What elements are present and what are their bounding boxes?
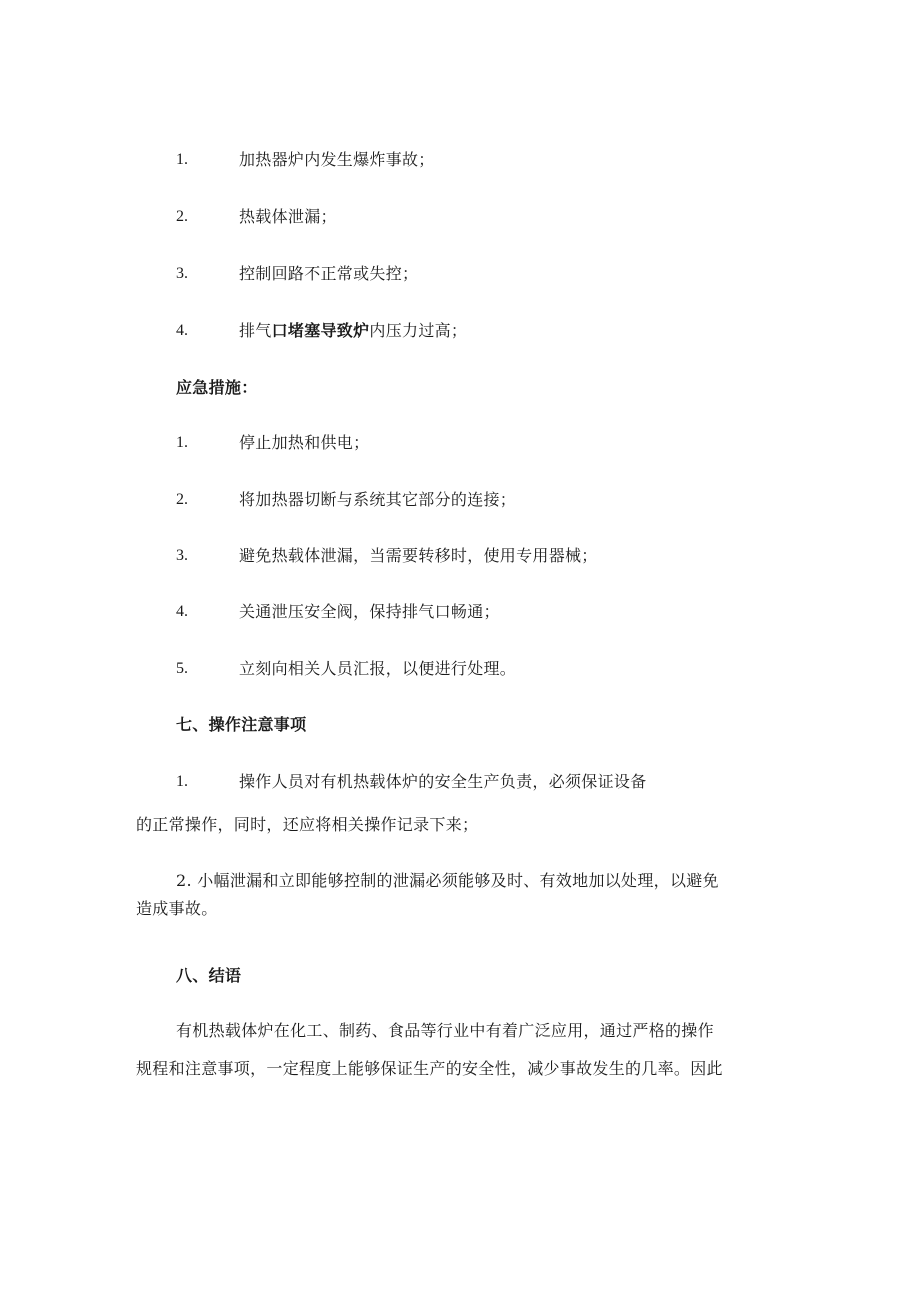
emergency-item-disconnect: 将加热器切断与系统其它部分的连接；: [239, 490, 517, 509]
cause-text-part-a: 排气: [239, 321, 272, 340]
cause-item-control-loop: 控制回路不正常或失控；: [239, 264, 419, 283]
emergency-item-relief-valve: 关通泄压安全阀，保持排气口畅通；: [239, 602, 500, 621]
conclusion-line2: 规程和注意事项，一定程度上能够保证生产的安全性，减少事故发生的几率。因此: [136, 1059, 723, 1078]
list-number: 3.: [176, 547, 188, 564]
cause-item-exhaust-blocked: [239, 321, 467, 341]
list-number: 5.: [176, 660, 188, 677]
section7-item1-line1: 操作人员对有机热载体炉的安全生产负责，必须保证设备: [239, 772, 647, 791]
cause-text-part-b: 口堵塞导致炉: [271, 321, 370, 340]
emergency-heading: 应急措施：: [176, 378, 258, 397]
section7-item2-line1: 2. 小幅泄漏和立即能够控制的泄漏必须能够及时、有效地加以处理，以避免: [176, 871, 719, 890]
cause-item-explosion: 加热器炉内发生爆炸事故；: [239, 150, 435, 169]
cause-item-leak: 热载体泄漏；: [239, 207, 337, 226]
list-number: 1.: [176, 434, 188, 451]
list-number: 4.: [176, 322, 188, 339]
section8-heading: 八、结语: [176, 966, 242, 985]
list-number: 2.: [176, 491, 188, 508]
cause-text-part-c: 内压力过高；: [369, 321, 468, 340]
list-number: 1.: [176, 151, 188, 168]
emergency-item-report: 立刻向相关人员汇报，以便进行处理。: [239, 659, 517, 678]
list-number: 2.: [176, 208, 188, 225]
section7-item2-line2: 造成事故。: [136, 899, 218, 918]
conclusion-line1: 有机热载体炉在化工、制药、食品等行业中有着广泛应用，通过严格的操作: [176, 1021, 714, 1040]
list-number: 1.: [176, 773, 188, 790]
section7-item1-line2: 的正常操作，同时，还应将相关操作记录下来；: [136, 815, 479, 834]
section7-heading: 七、操作注意事项: [176, 715, 307, 734]
list-number: 3.: [176, 265, 188, 282]
list-number: 4.: [176, 603, 188, 620]
emergency-item-stop-heating: 停止加热和供电；: [239, 433, 370, 452]
emergency-item-avoid-leak: 避免热载体泄漏，当需要转移时，使用专用器械；: [239, 546, 598, 565]
